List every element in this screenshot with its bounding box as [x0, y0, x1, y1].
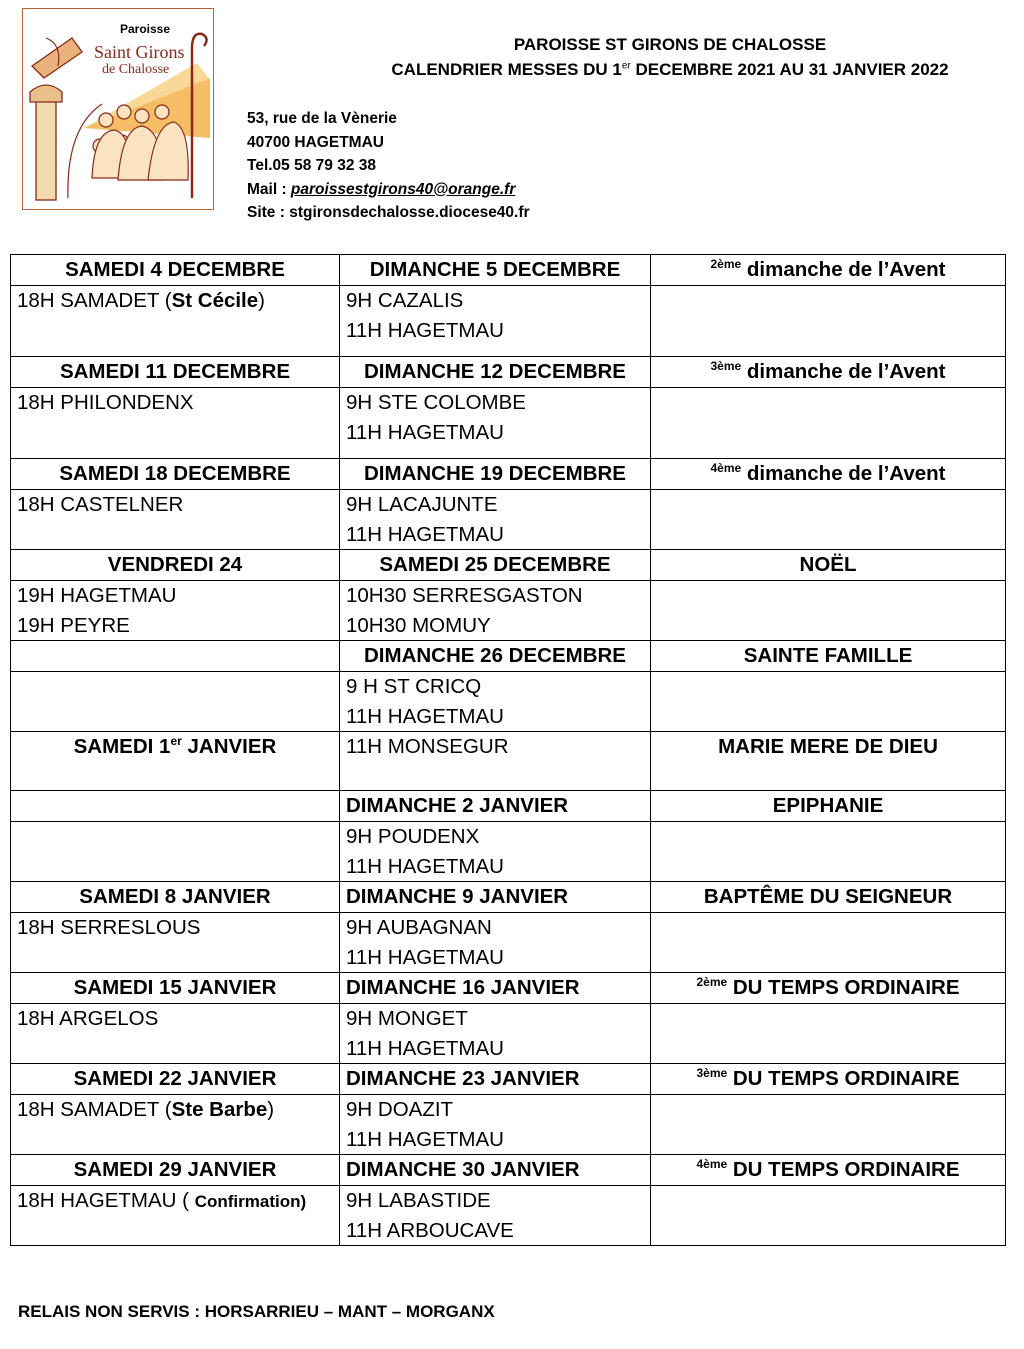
date-cell: DIMANCHE 30 JANVIER [340, 1155, 651, 1186]
date-cell: SAMEDI 1er JANVIER [11, 732, 340, 791]
mass-cell: 18H SERRESLOUS [11, 913, 340, 973]
table-row [11, 791, 1006, 822]
empty-cell [651, 672, 1006, 732]
logo-drawing [22, 8, 214, 210]
table-row [11, 388, 1006, 459]
date-cell: DIMANCHE 5 DECEMBRE [340, 255, 651, 286]
mass-cell: 11H MONSEGUR [340, 732, 651, 791]
liturgy-cell: $^{4ème}$ dimanche de l’Avent [651, 459, 1006, 490]
mass-cell: 18H CASTELNER [11, 490, 340, 550]
liturgy-cell: NOËL [651, 550, 1006, 581]
date-cell: SAMEDI 11 DECEMBRE [11, 357, 340, 388]
header-subtitle: CALENDRIER MESSES DU 1er DECEMBRE 2021 AU 31 JANVIER 2022 [391, 60, 949, 79]
liturgy-cell: $^{3ème}$ dimanche de l’Avent [651, 357, 1006, 388]
mass-cell: 9H AUBAGNAN 11H HAGETMAU [340, 913, 651, 973]
mass-cell: 10H30 SERRESGASTON 10H30 MOMUY [340, 581, 651, 641]
address-site: Site : stgironsdechalosse.diocese40.fr [247, 204, 530, 221]
table-row [11, 641, 1006, 672]
date-cell: DIMANCHE 2 JANVIER [340, 791, 651, 822]
mass-cell: 19H HAGETMAU 19H PEYRE [11, 581, 340, 641]
address-city: 40700 HAGETMAU [247, 133, 384, 151]
table-row [11, 550, 1006, 581]
table-row [11, 973, 1006, 1004]
table-row [11, 672, 1006, 732]
table-row [11, 1004, 1006, 1064]
logo-label-sub: de Chalosse [102, 62, 170, 77]
table-row [11, 459, 1006, 490]
mass-cell: 9H STE COLOMBE 11H HAGETMAU [340, 388, 651, 459]
date-cell: SAMEDI 8 JANVIER [11, 882, 340, 913]
table-row [11, 822, 1006, 882]
date-cell: SAMEDI 18 DECEMBRE [11, 459, 340, 490]
logo-label-name: Saint Girons [94, 42, 185, 62]
empty-cell [651, 581, 1006, 641]
table-row [11, 357, 1006, 388]
mass-cell: 9H LABASTIDE 11H ARBOUCAVE [340, 1186, 651, 1246]
header-title: PAROISSE ST GIRONS DE CHALOSSE [513, 35, 827, 54]
parish-logo [22, 8, 214, 210]
empty-cell [11, 641, 340, 672]
empty-cell [11, 822, 340, 882]
empty-cell [651, 1095, 1006, 1155]
mass-cell: 18H PHILONDENX [11, 388, 340, 459]
table-row [11, 286, 1006, 357]
liturgy-cell: BAPTÊME DU SEIGNEUR [651, 882, 1006, 913]
mass-cell: 18H SAMADET (St Cécile) [11, 286, 340, 357]
date-cell: DIMANCHE 12 DECEMBRE [340, 357, 651, 388]
logo-label-paroisse: Paroisse [120, 22, 171, 36]
date-cell: DIMANCHE 26 DECEMBRE [340, 641, 651, 672]
liturgy-cell: $^{4ème}$ DU TEMPS ORDINAIRE [651, 1155, 1006, 1186]
mail-link[interactable]: paroissestgirons40@orange.fr [290, 180, 516, 198]
address-street: 53, rue de la Vènerie [247, 110, 397, 127]
mass-calendar-table [10, 254, 1006, 1246]
empty-cell [651, 822, 1006, 882]
date-cell: SAMEDI 25 DECEMBRE [340, 550, 651, 581]
date-cell: DIMANCHE 19 DECEMBRE [340, 459, 651, 490]
table-row [11, 581, 1006, 641]
date-cell: SAMEDI 29 JANVIER [11, 1155, 340, 1186]
table-row [11, 882, 1006, 913]
mass-cell: 18H HAGETMAU ( Confirmation) [11, 1186, 340, 1246]
date-cell: VENDREDI 24 [11, 550, 340, 581]
empty-cell [651, 286, 1006, 357]
mass-cell: 9H LACAJUNTE 11H HAGETMAU [340, 490, 651, 550]
date-cell: DIMANCHE 23 JANVIER [340, 1064, 651, 1095]
table-row [11, 913, 1006, 973]
empty-cell [11, 791, 340, 822]
parish-address [247, 107, 530, 225]
mass-cell: 9H DOAZIT 11H HAGETMAU [340, 1095, 651, 1155]
liturgy-cell: $^{2ème}$ dimanche de l’Avent [651, 255, 1006, 286]
address-mail-line: Mail : paroissestgirons40@orange.fr [247, 180, 516, 198]
date-cell: SAMEDI 15 JANVIER [11, 973, 340, 1004]
liturgy-cell: $^{3ème}$ DU TEMPS ORDINAIRE [651, 1064, 1006, 1095]
liturgy-cell: MARIE MERE DE DIEU [651, 732, 1006, 791]
table-row [11, 1155, 1006, 1186]
table-row [11, 255, 1006, 286]
empty-cell [651, 490, 1006, 550]
empty-cell [11, 672, 340, 732]
mass-cell: 9H POUDENX 11H HAGETMAU [340, 822, 651, 882]
empty-cell [651, 1004, 1006, 1064]
mass-cell: 18H ARGELOS [11, 1004, 340, 1064]
date-cell: DIMANCHE 16 JANVIER [340, 973, 651, 1004]
mass-cell: 9H MONGET 11H HAGETMAU [340, 1004, 651, 1064]
empty-cell [651, 913, 1006, 973]
liturgy-cell: EPIPHANIE [651, 791, 1006, 822]
mass-cell: 9H CAZALIS 11H HAGETMAU [340, 286, 651, 357]
liturgy-cell: SAINTE FAMILLE [651, 641, 1006, 672]
table-row [11, 1186, 1006, 1246]
table-row [11, 1095, 1006, 1155]
date-cell: DIMANCHE 9 JANVIER [340, 882, 651, 913]
mass-cell: 9 H ST CRICQ 11H HAGETMAU [340, 672, 651, 732]
address-phone: Tel.05 58 79 32 38 [247, 157, 376, 174]
empty-cell [651, 388, 1006, 459]
date-cell: SAMEDI 4 DECEMBRE [11, 255, 340, 286]
date-cell: SAMEDI 22 JANVIER [11, 1064, 340, 1095]
table-row [11, 490, 1006, 550]
table-row [11, 1064, 1006, 1095]
mass-cell: 18H SAMADET (Ste Barbe) [11, 1095, 340, 1155]
liturgy-cell: $^{2ème}$ DU TEMPS ORDINAIRE [651, 973, 1006, 1004]
empty-cell [651, 1186, 1006, 1246]
table-row [11, 732, 1006, 791]
footer-note: RELAIS NON SERVIS : HORSARRIEU – MANT – MORGANX [18, 1302, 495, 1321]
